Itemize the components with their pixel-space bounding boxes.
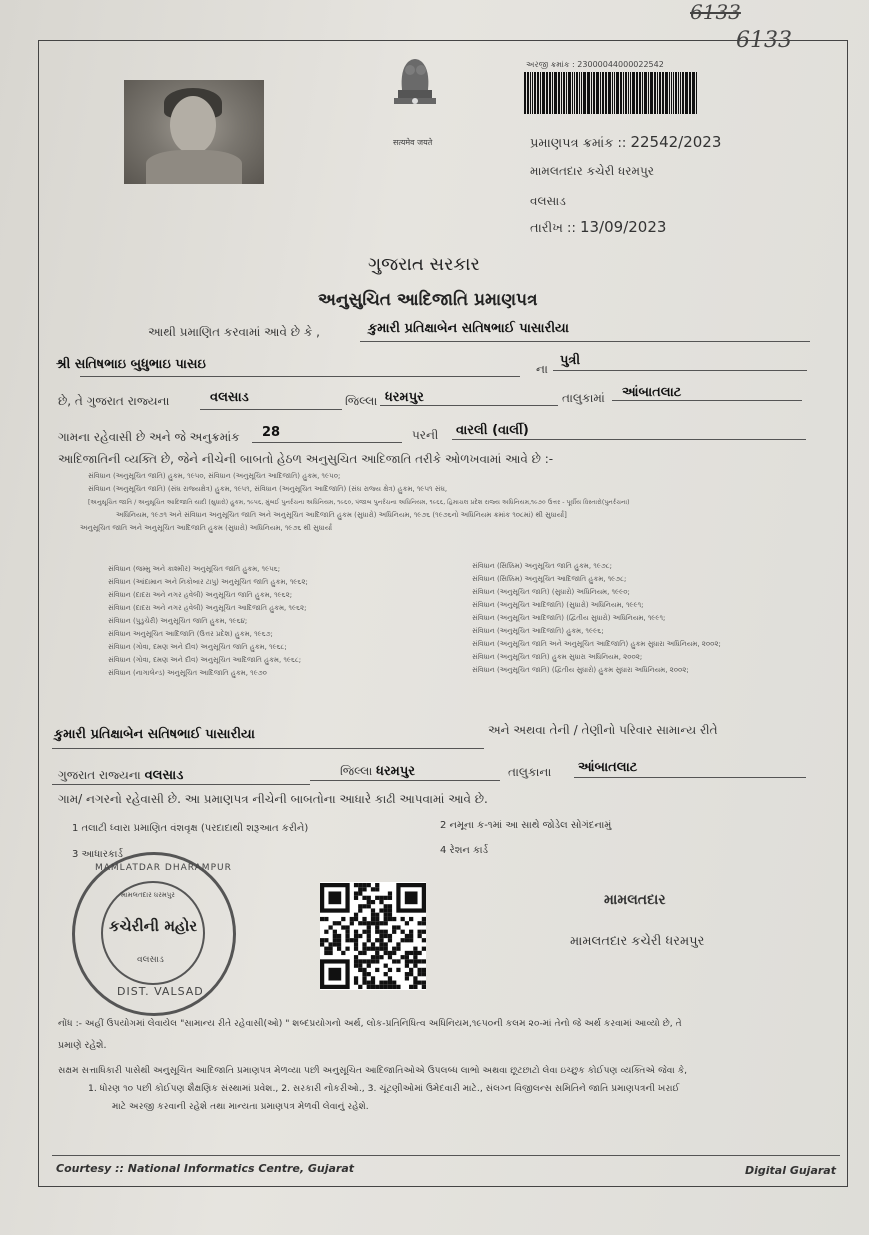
relation: પુત્રી — [560, 353, 581, 368]
document-item: 2 નમૂના ક-૧માં આ સાથે જોડેલ સોગંદનામું — [440, 820, 612, 831]
document-item: 4 રેશન કાર્ડ — [440, 845, 489, 856]
verification-qr-code — [320, 882, 426, 990]
footer-courtesy: Courtesy :: National Informatics Centre, Gujarat — [56, 1162, 355, 1175]
legal-order: સંવિધાન (અનુસૂચિત આદિજાતિ) હુકમ, ૧૯૯૬; — [472, 627, 604, 635]
family-taluka: ધરમપુર — [376, 764, 416, 779]
serial-number: 28 — [262, 425, 281, 440]
legal-order: સંવિધાન (દાદરા અને નગર હવેલી) અનુસૂચિત આદિજાતિ હુકમ, ૧૯૬૨; — [108, 604, 307, 612]
legal-orders-right — [472, 560, 721, 677]
legal-order: સંવિધાન (અનુસૂચિત આદિજાતિ) (દ્વિતીય સુધારો) અધિનિયમ, ૧૯૯૧; — [472, 614, 666, 622]
signature-office: મામલતદાર કચેરી ધરમપુર — [570, 934, 705, 949]
family-holder-name: કુમારી પ્રતિક્ષાબેન સતિષભાઈ પાસારીયા — [54, 727, 255, 742]
district-value: વલસાડ — [210, 390, 249, 405]
tribe-name: વારલી (વાર્લી) — [456, 423, 529, 438]
legal-order: સંવિધાન (અનુસૂચિત જાતિ) હુકમ સુધારા અધિનિયમ, ૨૦૦૨; — [472, 653, 643, 661]
emblem-motto: सत्यमेव जयते — [393, 138, 433, 147]
family-and-text: અને અથવા તેની / તેણીનો પરિવાર સામાન્ય રીતે — [488, 723, 718, 737]
resident-text: ગામના રહેવાસી છે અને જે અનુક્રમાંક — [58, 430, 240, 444]
legal-order: સંવિધાન (અનુસૂચિત જાતિ) (સંઘ રાજ્યક્ષેત્ર) હુકમ, ૧૯૫૧, સંવિધાન (અનુસૂચિત આદિજાતિ) (સંઘ રાજ્ય ક્ષેત્ર) હુકમ, ૧૯૫૧ સંઘ, — [88, 485, 448, 493]
family-village: આંબાતલાટ — [578, 760, 638, 775]
document-item: 3 આધારકાર્ડ — [72, 849, 123, 860]
issuing-district: વલસાડ — [530, 194, 566, 208]
application-barcode — [524, 72, 698, 114]
legal-order: સંવિધાન (જમ્મુ અને કાશ્મીર) અનુસૂચિત જાતિ હુકમ, ૧૯૫૬; — [108, 565, 281, 573]
footer-bar — [52, 1155, 840, 1184]
office-seal — [72, 852, 236, 1016]
legal-order: સંવિધાન (અનુસૂચિત આદિજાતિ) (સુધારો) અધિનિયમ, ૧૯૯૧; — [472, 601, 644, 609]
note-benefits-end: માટે અરજી કરવાની રહેશે તથા માન્યતા પ્રમાણપત્ર મેળવી લેવાનું રહેશે. — [112, 1101, 369, 1112]
seal-district: વલસાડ — [137, 955, 164, 965]
family-district-label: જિલ્લા ધરમપુર — [340, 764, 416, 779]
note-usual-resident-end: પ્રમાણે રહેશે. — [58, 1040, 107, 1051]
taluka-label: તાલુકામાં — [562, 391, 605, 405]
application-number: 23000044000022542 — [577, 60, 664, 69]
legal-order: અનુસૂચિત જાતિ અને અનુસૂચિત આદિજાતિ હુકમ (સુધારો) અધિનિયમ, ૧૯૭૬ થી સુધાર્યા — [80, 524, 333, 532]
document-item: 1 તલાટી ધ્વારા પ્રમાણિત વંશવૃક્ષ (પરદાદાથી શરૂઆત કરીને) — [72, 823, 309, 834]
legal-order: સંવિધાન (સિક્કિમ) અનુસૂચિત આદિજાતિ હુકમ, ૧૯૭૮; — [472, 575, 627, 583]
corner-number: 6133 — [736, 28, 792, 53]
footer-digital-gujarat: Digital Gujarat — [745, 1164, 836, 1177]
note-usual-resident: નોંધ :- અહીં ઉપયોગમાં લેવાયેલ "સામાન્ય રીતે રહેવાસી(ઓ) " શબ્દપ્રયોગનો અર્થ, લોક-પ્રતિનિધિત્વ અધિનિયમ,૧૯૫૦ની કલમ ૨૦-માં તેનો જે અર્થ કરવામાં આવ્યો છે, તે — [58, 1018, 682, 1029]
holder-photo — [124, 80, 264, 184]
state-text: છે, તે ગુજરાત રાજ્યના — [58, 394, 170, 408]
seal-center: કચેરીની મહોર — [109, 917, 198, 935]
signature: મામલતદાર — [604, 892, 666, 908]
legal-order: સંવિધાન (અનુસૂચિત જાતિ) (દ્વિતીય સુધારો) હુકમ સુધારા અધિનિયમ, ૨૦૦૨; — [472, 666, 689, 674]
family-state-text: ગુજરાત રાજ્યના વલસાડ — [58, 768, 184, 783]
certify-text: આથી પ્રમાણિત કરવામાં આવે છે કે , — [148, 325, 320, 339]
legal-order: અધિનિયમ, ૧૯૭૧ અને સંવિધાન અનુસૂચિત જાતિ અને અનુસૂચિત આદિજાતિ હુકમ (સુધારો) અધિનિયમ, ૧૯૭૬ (૧૯૭૬નો અધિનિયમ ક્રમાંક ૧૦૮માં) થી સુધાર્યા] — [116, 511, 567, 519]
issue-date: 13/09/2023 — [579, 218, 667, 236]
legal-orders-left — [108, 563, 308, 680]
legal-order: સંવિધાન (અનુસૂચિત જાતિ) (સુધારો) અધિનિયમ, ૧૯૯૦; — [472, 588, 630, 596]
family-district: વલસાડ — [144, 768, 184, 783]
legal-order: સંવિધાન (સિક્કિમ) અનુસૂચિત જાતિ હુકમ, ૧૯૭૮; — [472, 562, 612, 570]
government-title: ગુજરાત સરકાર — [368, 254, 480, 275]
legal-order: સંવિધાન (ગોવા, દમણ અને દીવ) અનુસૂચિત જાતિ હુકમ, ૧૯૬૮; — [108, 643, 287, 651]
seal-outer-top: MAMLATDAR DHARAMPUR — [95, 863, 232, 873]
of-text: પરની — [412, 428, 439, 442]
legal-order: સંવિધાન (અનુસૂચિત જાતિ અને અનુસૂચિત આદિજાતિ) હુકમ સુધારા અધિનિયમ, ૨૦૦૨; — [472, 640, 721, 648]
certificate-number-row: પ્રમાણપત્ર ક્રમાંક :: 22542/2023 — [530, 133, 722, 151]
taluka-value: ધરમપુર — [385, 390, 424, 405]
tribe-statement: આદિજાતિની વ્યક્તિ છે, જેને નીચેની બાબતો હેઠળ અનુસુચિત આદિજાતિ તરીકે ઓળખવામાં આવે છે :- — [58, 452, 554, 466]
seal-inner-top: મામલતદાર ધરમપુર — [121, 891, 175, 899]
note-benefits-list: 1. ધોરણ ૧૦ પછી કોઈપણ શૈક્ષણિક સંસ્થામાં પ્રવેશ., 2. સરકારી નોકરીઓ., 3. ચૂંટણીઓમાં ઉમેદવારી માટે., સંલગ્ન વિજીલન્સ સમિતિને જાતિ પ્રમાણપત્રની ખરાઈ — [88, 1083, 680, 1094]
national-emblem-icon — [380, 50, 450, 135]
legal-order: સંવિધાન (અનુસૂચિત જાતિ) હુકમ, ૧૯૫૦, સંવિધાન (અનુસૂચિત આદિજાતિ) હુકમ, ૧૯૫૦; — [88, 472, 341, 480]
legal-orders-top — [80, 470, 630, 535]
legal-order: [અનુસૂચિત જાતિ / અનુસૂચિત આદિજાતિ યાદી (સુધારો) હુકમ, ૧૯૫૬, મુંબઈ પુનર્રચના અધિનિયમ, ૧૯૬૦, પંજાબ પુનર્રચના અધિનિયમ, ૧૯૬૬, હિમાચલ પ્રદેશ રાજ્ય અધિનિયમ,૧૯૭૦ ઉત્તર - પૂર્વીય વિસ્તારો(પુનર્રચના) — [88, 499, 630, 506]
certificate-title: અનુસુચિત આદિજાતિ પ્રમાણપત્ર — [318, 290, 538, 310]
family-resident-text: ગામ/ નગરનો રહેવાસી છે. આ પ્રમાણપત્ર નીચેની બાબતોના આધારે કાઢી આપવામાં આવે છે. — [58, 792, 488, 806]
legal-order: સંવિધાન (નાગાલેન્ડ) અનુસૂચિત આદિજાતિ હુકમ, ૧૯૭૦ — [108, 669, 267, 677]
family-taluka-label: તાલુકાના — [508, 765, 552, 779]
legal-order: સંવિધાન (આંદામાન અને નિકોબાર ટાપુ) અનુસૂચિત જાતિ હુકમ, ૧૯૬૨; — [108, 578, 308, 586]
legal-order: સંવિધાન (ગોવા, દમણ અને દીવ) અનુસૂચિત આદિજાતિ હુકમ, ૧૯૬૮; — [108, 656, 302, 664]
note-benefits: સક્ષમ સત્તાધિકારી પાસેથી અનુસૂચિત આદિજાતિ પ્રમાણપત્ર મેળવ્યા પછી અનુસૂચિત આદિજાતિઓએ ઉપલબ્ધ લાભો અથવા છૂટછાટો લેવા ઇચ્છુક કોઈપણ વ્યક્તિએ જેવા કે, — [58, 1065, 688, 1076]
legal-order: સંવિધાન (પુડુચેરી) અનુસૂચિત જાતિ હુકમ, ૧૯૬૪; — [108, 617, 248, 625]
na-text: ના — [536, 362, 548, 376]
seal-outer-bottom: DIST. VALSAD — [117, 985, 204, 998]
district-label: જિલ્લા — [345, 394, 378, 408]
application-number-label: અરજી ક્રમાંક : 23000044000022542 — [526, 60, 664, 69]
legal-order: સંવિધાન (દાદરા અને નગર હવેલી) અનુસૂચિત જાતિ હુકમ, ૧૯૬૨; — [108, 591, 293, 599]
legal-order: સંવિધાન અનુસૂચિત આદિજાતિ (ઉત્તર પ્રદેશ) હુકમ, ૧૯૬૭; — [108, 630, 273, 638]
father-name: શ્રી સતિષભાઇ બુધુભાઇ પાસઇ — [56, 357, 206, 372]
issuing-office: મામલતદાર કચેરી ધરમપુર — [530, 164, 654, 178]
issue-date-row: તારીખ :: 13/09/2023 — [530, 218, 667, 236]
certificate-number: 22542/2023 — [630, 133, 722, 151]
holder-name: કુમારી પ્રતિક્ષાબેન સતિષભાઈ પાસારીયા — [368, 321, 569, 336]
corner-number-struck: 6133 — [690, 0, 741, 24]
village-value: આંબાતલાટ — [622, 385, 682, 400]
